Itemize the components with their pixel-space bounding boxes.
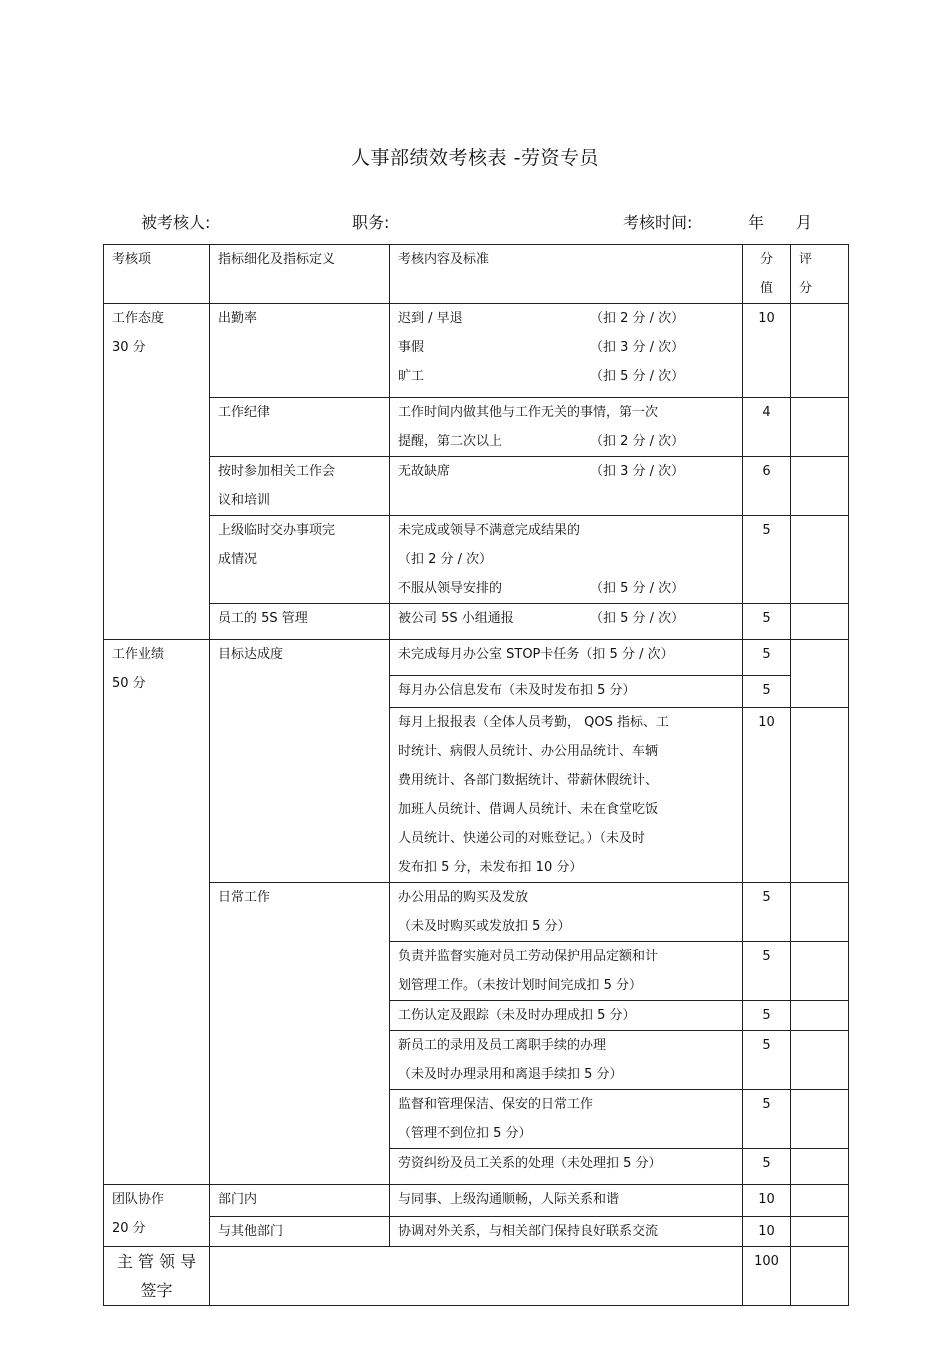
score-cell: 10 [743, 304, 791, 398]
content-line: （扣 2 分 / 次） [398, 552, 493, 567]
content-line: 提醒，第二次以上 [398, 434, 503, 449]
rating-cell[interactable] [791, 883, 849, 942]
content-line: 人员统计、快递公司的对账登记。）（未及时 [398, 831, 646, 846]
supervisor-signature-label [104, 1247, 210, 1306]
content-5s [390, 604, 743, 640]
penalty: （扣 5 分 / 次） [590, 369, 685, 384]
signature-field[interactable] [210, 1247, 743, 1306]
score-cell: 10 [743, 1185, 791, 1217]
content-discipline [390, 398, 743, 457]
section-teamwork [104, 1185, 210, 1247]
rating-cell[interactable] [791, 1217, 849, 1247]
section-performance-points: 50 分 [112, 676, 146, 691]
year-label: 年 [748, 213, 765, 232]
table-row [104, 398, 849, 457]
content-cell: 与同事、上级沟通顺畅，人际关系和谐 [390, 1185, 743, 1217]
rating-cell[interactable] [791, 1031, 849, 1090]
score-cell: 5 [743, 1149, 791, 1185]
content-line: 每月上报报表（全体人员考勤， QOS 指标、工 [398, 715, 669, 730]
score-cell: 5 [743, 942, 791, 1001]
content-attendance [390, 304, 743, 398]
content-line: 被公司 5S 小组通报 [398, 611, 514, 626]
score-cell: 5 [743, 604, 791, 640]
table-row [104, 516, 849, 604]
content-cell: 协调对外关系，与相关部门保持良好联系交流 [390, 1217, 743, 1247]
content-line: 事假 [398, 340, 425, 355]
section-performance-name: 工作业绩 [112, 647, 165, 662]
section-attitude [104, 304, 210, 640]
content-cell [390, 1090, 743, 1149]
rating-cell[interactable] [791, 304, 849, 398]
penalty: （扣 2 分 / 次） [590, 311, 685, 326]
col-content-header: 考核内容及标准 [390, 245, 743, 304]
rating-cell[interactable] [791, 516, 849, 604]
content-cell: 工伤认定及跟踪（未及时办理成扣 5 分） [390, 1001, 743, 1031]
indicator-line: 成情况 [218, 552, 258, 567]
col-indicator-header: 指标细化及指标定义 [210, 245, 390, 304]
indicator-goal-achievement: 目标达成度 [210, 640, 390, 883]
content-line: 发布扣 5 分，未发布扣 10 分） [398, 860, 583, 875]
rating-cell[interactable] [791, 457, 849, 516]
indicator-line: 议和培训 [218, 493, 271, 508]
content-cell: 未完成每月办公室 STOP卡任务（扣 5 分 / 次） [390, 640, 743, 676]
table-row [104, 304, 849, 398]
col-rating-header-line2: 分 [799, 281, 813, 296]
content-cell [390, 708, 743, 883]
content-line: 办公用品的购买及发放 [398, 890, 529, 905]
indicator-assigned-tasks [210, 516, 390, 604]
score-cell: 5 [743, 1090, 791, 1149]
content-line: 时统计、病假人员统计、办公用品统计、车辆 [398, 744, 659, 759]
penalty: （扣 3 分 / 次） [590, 340, 685, 355]
indicator-in-department: 部门内 [210, 1185, 390, 1217]
section-teamwork-points: 20 分 [112, 1221, 146, 1236]
content-assigned-tasks [390, 516, 743, 604]
position-label: 职务: [352, 213, 390, 232]
content-line: 负责并监督实施对员工劳动保护用品定额和计 [398, 949, 659, 964]
table-row [104, 604, 849, 640]
indicator-other-departments: 与其他部门 [210, 1217, 390, 1247]
indicator-line: 按时参加相关工作会 [218, 464, 336, 479]
content-line: （未及时购买或发放扣 5 分） [398, 919, 571, 934]
col-score-header-line1: 分 [759, 252, 773, 267]
indicator-line: 上级临时交办事项完 [218, 523, 336, 538]
table-header-row [104, 245, 849, 304]
content-line: （未及时办理录用和离退手续扣 5 分） [398, 1067, 623, 1082]
content-line: 不服从领导安排的 [398, 581, 503, 596]
content-cell: 劳资纠纷及员工关系的处理（未处理扣 5 分） [390, 1149, 743, 1185]
col-rating-header [791, 245, 849, 304]
section-attitude-points: 30 分 [112, 340, 146, 355]
page-title: 人事部绩效考核表 -劳资专员 [351, 147, 599, 169]
content-line: 加班人员统计、借调人员统计、未在食堂吃饭 [398, 802, 659, 817]
content-cell: 每月办公信息发布（未及时发布扣 5 分） [390, 676, 743, 708]
signature-label-line2: 签字 [140, 1281, 173, 1300]
score-cell: 10 [743, 708, 791, 883]
total-rating-cell[interactable] [791, 1247, 849, 1306]
table-row [104, 883, 849, 942]
rating-cell[interactable] [791, 640, 849, 708]
penalty: （扣 3 分 / 次） [590, 464, 685, 479]
content-cell [390, 883, 743, 942]
penalty: （扣 2 分 / 次） [590, 434, 685, 449]
score-cell: 5 [743, 1001, 791, 1031]
table-row [104, 1217, 849, 1247]
score-cell: 5 [743, 883, 791, 942]
table-row [104, 457, 849, 516]
rating-cell[interactable] [791, 1149, 849, 1185]
rating-cell[interactable] [791, 1185, 849, 1217]
section-attitude-name: 工作态度 [112, 311, 165, 326]
score-cell: 5 [743, 516, 791, 604]
indicator-discipline: 工作纪律 [210, 398, 390, 457]
col-rating-header-line1: 评 [799, 252, 813, 267]
score-cell: 6 [743, 457, 791, 516]
score-cell: 10 [743, 1217, 791, 1247]
content-line: 无故缺席 [398, 464, 451, 479]
score-cell: 5 [743, 1031, 791, 1090]
content-line: 工作时间内做其他与工作无关的事情，第一次 [398, 405, 659, 420]
score-cell: 4 [743, 398, 791, 457]
section-performance [104, 640, 210, 1185]
col-item-header: 考核项 [104, 245, 210, 304]
col-score-header-line2: 值 [759, 281, 773, 296]
content-line: 费用统计、各部门数据统计、带薪休假统计、 [398, 773, 659, 788]
content-line: 迟到 / 早退 [398, 311, 463, 326]
examinee-label: 被考核人: [141, 213, 211, 232]
content-line: （管理不到位扣 5 分） [398, 1126, 532, 1141]
month-label: 月 [796, 213, 813, 232]
rating-cell[interactable] [791, 398, 849, 457]
content-line: 监督和管理保洁、保安的日常工作 [398, 1097, 594, 1112]
content-cell [390, 942, 743, 1001]
score-cell: 5 [743, 676, 791, 708]
rating-cell[interactable] [791, 942, 849, 1001]
rating-cell[interactable] [791, 604, 849, 640]
indicator-meetings [210, 457, 390, 516]
rating-cell[interactable] [791, 708, 849, 883]
review-time-label: 考核时间: [623, 213, 693, 232]
content-line: 未完成或领导不满意完成结果的 [398, 523, 581, 538]
content-line: 划管理工作。（未按计划时间完成扣 5 分） [398, 978, 643, 993]
content-cell [390, 1031, 743, 1090]
penalty: （扣 5 分 / 次） [590, 611, 685, 626]
col-score-header [743, 245, 791, 304]
indicator-attendance: 出勤率 [210, 304, 390, 398]
table-row [104, 1185, 849, 1217]
score-cell: 5 [743, 640, 791, 676]
signature-row [104, 1247, 849, 1306]
content-line: 旷工 [398, 369, 425, 384]
rating-cell[interactable] [791, 1001, 849, 1031]
signature-label-line1: 主 管 领 导 [116, 1252, 197, 1271]
indicator-5s: 员工的 5S 管理 [210, 604, 390, 640]
rating-cell[interactable] [791, 1090, 849, 1149]
content-meetings [390, 457, 743, 516]
total-score: 100 [743, 1247, 791, 1306]
table-row [104, 640, 849, 676]
content-line: 新员工的录用及员工离职手续的办理 [398, 1038, 607, 1053]
section-teamwork-name: 团队协作 [112, 1192, 165, 1207]
indicator-daily-work: 日常工作 [210, 883, 390, 1185]
penalty: （扣 5 分 / 次） [590, 581, 685, 596]
evaluation-table [103, 244, 849, 1306]
